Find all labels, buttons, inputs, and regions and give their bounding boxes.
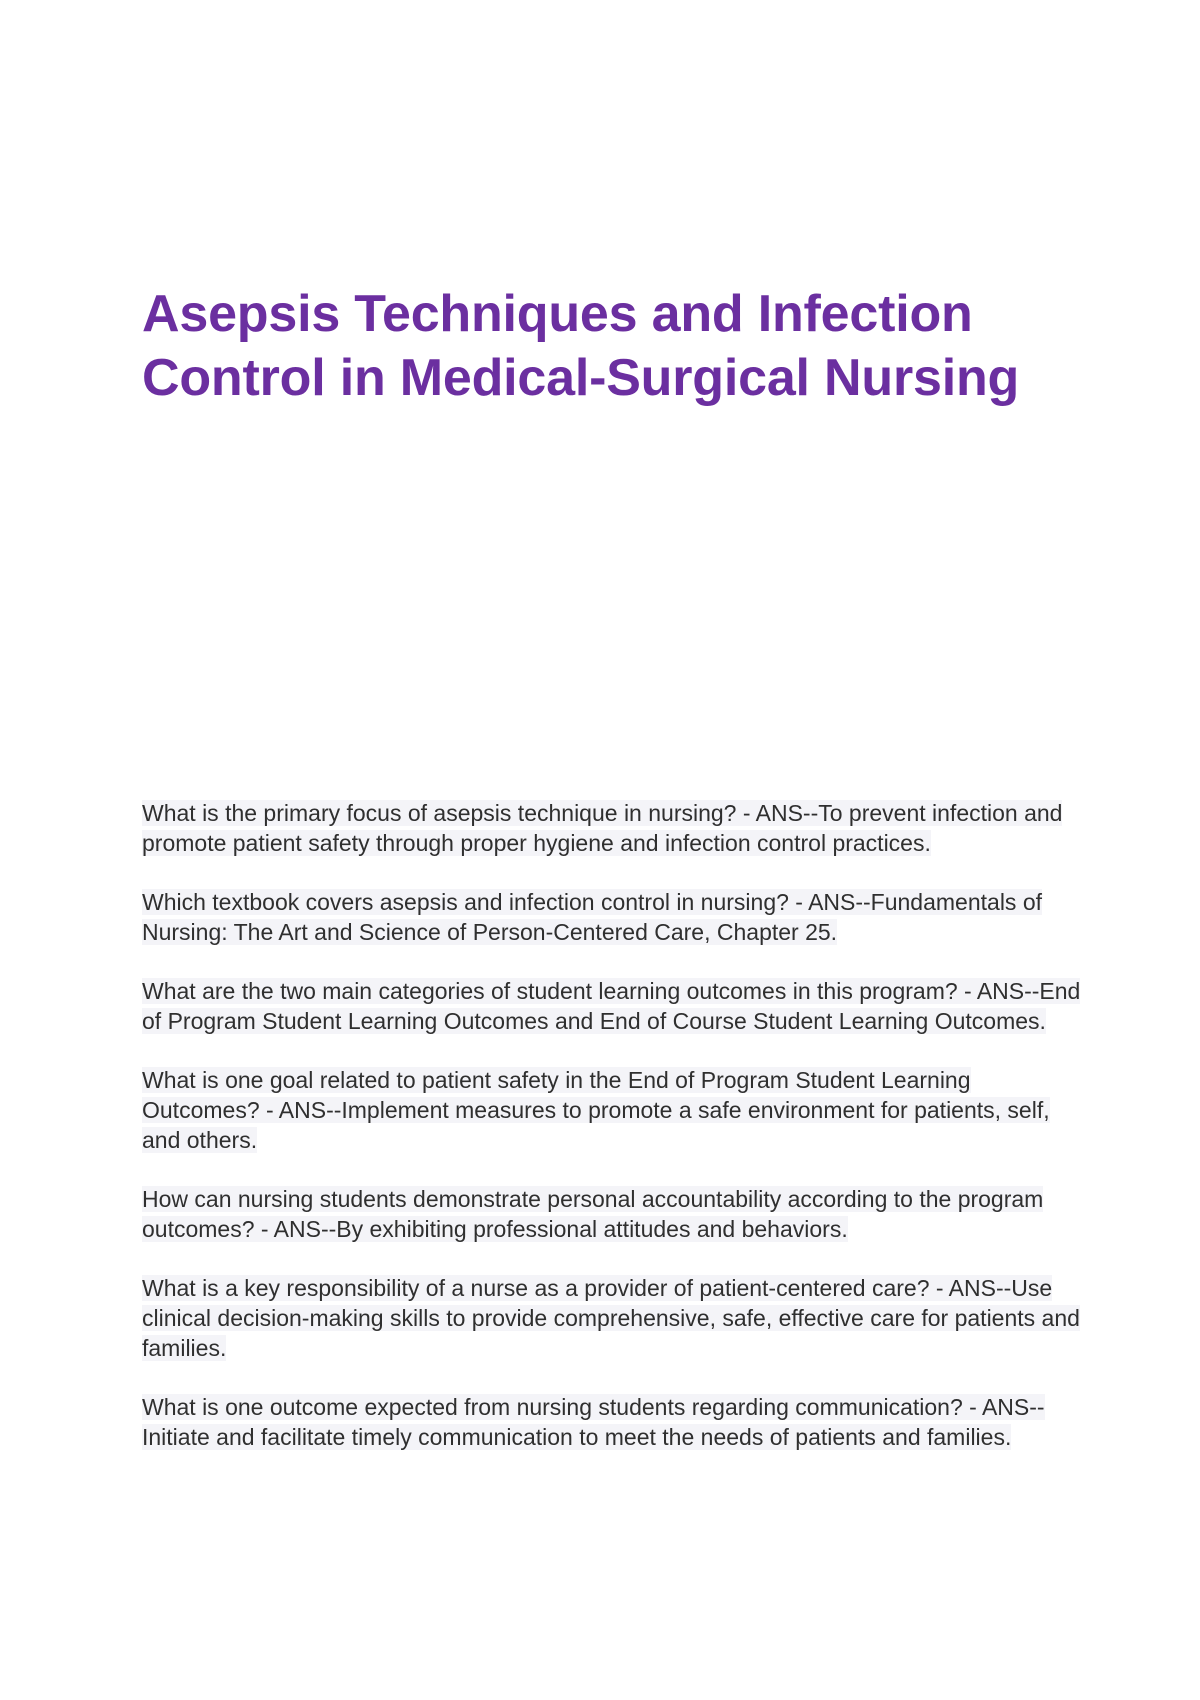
qa-text: What is a key responsibility of a nurse as a provider of patient-centered care? - ANS--Use clinical decision-making skills to provide comprehensive, safe, effective care for patients and families.	[142, 1275, 1080, 1361]
qa-item-7	[142, 1392, 1082, 1452]
qa-text: Which textbook covers asepsis and infection control in nursing? - ANS--Fundamentals of Nursing: The Art and Science of Person-Centered Care, Chapter 25.	[142, 889, 1042, 945]
qa-text: What is the primary focus of asepsis technique in nursing? - ANS--To prevent infection and promote patient safety through proper hygiene and infection control practices.	[142, 800, 1063, 856]
document-title: Asepsis Techniques and Infection Control in Medical-Surgical Nursing	[142, 285, 1020, 407]
qa-item-1	[142, 798, 1082, 858]
qa-text: What are the two main categories of student learning outcomes in this program? - ANS--End of Program Student Learning Outcomes and End of Course Student Learning Outcomes.	[142, 978, 1081, 1034]
qa-item-3	[142, 976, 1082, 1036]
qa-item-4	[142, 1065, 1082, 1155]
qa-item-6	[142, 1273, 1082, 1363]
qa-item-2	[142, 887, 1082, 947]
qa-text: What is one outcome expected from nursing students regarding communication? - ANS--Initiate and facilitate timely communication to meet the needs of patients and families.	[142, 1394, 1045, 1450]
qa-item-5	[142, 1184, 1082, 1244]
qa-text: How can nursing students demonstrate personal accountability according to the program outcomes? - ANS--By exhibiting professional attitudes and behaviors.	[142, 1186, 1044, 1242]
qa-list	[142, 798, 1082, 1481]
qa-text: What is one goal related to patient safety in the End of Program Student Learning Outcomes? - ANS--Implement measures to promote a safe environment for patients, self, and others.	[142, 1067, 1050, 1153]
